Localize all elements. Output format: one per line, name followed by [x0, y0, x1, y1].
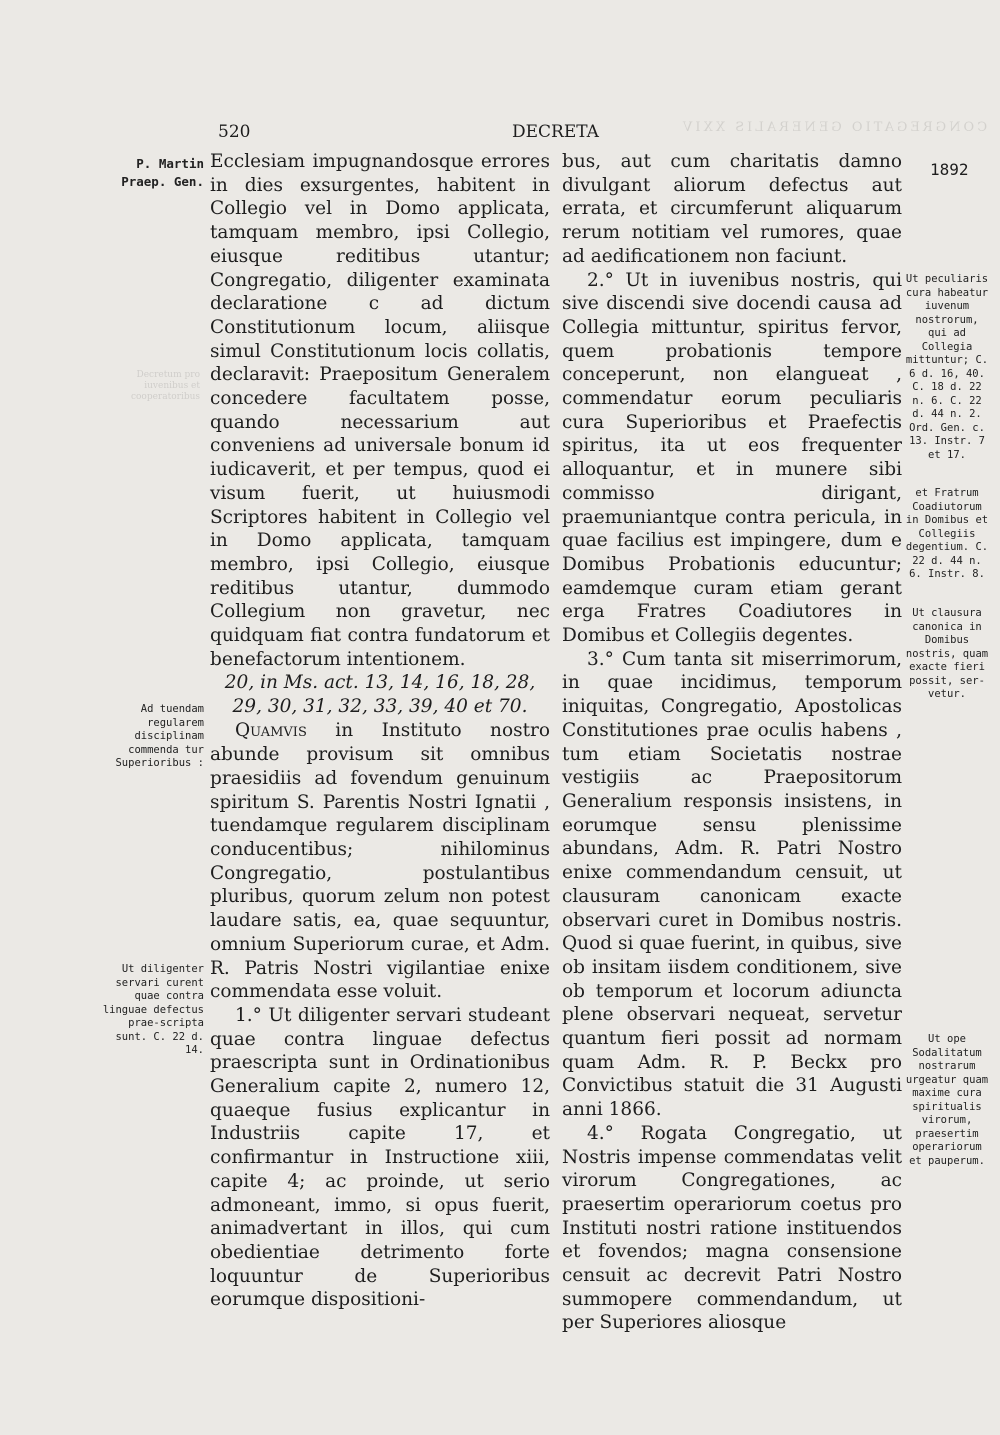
margin-note-sodalities: Ut ope Sodalitatum nostrarum urgeatur quam maxime cura spiritualis virorum, praesertim operariorum et pauperum.	[905, 1033, 989, 1167]
margin-year: 1892	[930, 160, 969, 179]
bleed-through-notes: Decretum pro iuvenibus et cooperatoribus	[130, 370, 200, 402]
text-column-right	[562, 150, 902, 1335]
initial-word: Quamvis	[235, 720, 307, 742]
page-number: 520	[218, 122, 251, 142]
running-title: DECRETA	[512, 122, 599, 142]
text-column-left	[210, 150, 550, 1312]
paragraph: 1.° Ut diligenter servari studeant quae contra linguae defectus praescripta sunt in Ordinationibus Generalium capite 2, numero 12, quaeque fusius explicantur in Industriis capite 17, et confirmantur in Instructione xiii, capite 4; ac proinde, ut serio admoneant, immo, si opus fuerit, animadvertant in illos, qui cum obedientiae detrimento forte loquuntur de Superioribus eorumque dispositioni-	[210, 1004, 550, 1311]
decree-heading: 20, in Ms. act. 13, 14, 16, 18, 28, 29, 30, 31, 32, 33, 39, 40 et 70.	[224, 672, 536, 718]
paragraph	[210, 719, 550, 1003]
paragraph: 3.° Cum tanta sit miserrimorum, in quae incidimus, temporum iniquitas, Congregatio, Apostolicas Constitutiones prae oculis habens , tum etiam Societatis nostrae vestigiis ac Praepositorum Generalium responsis insistens, in eorumque sensu plenissime abundans, Adm. R. Patri Nostro enixe commendandum censuit, ut clausuram canonicam exacte observari curet in Domibus nostris. Quod si quae fuerint, in quibus, sive ob insitam iisdem conditionem, sive ob temporum et locorum adiuncta plene observari nequeat, servetur quantum fieri possit ad normam quam Adm. R. P. Beckx pro Convictibus statuit die 31 Augusti anni 1866.	[562, 648, 902, 1121]
margin-author: P. Martin Praep. Gen.	[121, 156, 204, 189]
margin-note-brothers: et Fratrum Coadiutorum in Domibus et Collegiis degentium. C. 22 d. 44 n. 6. Instr. 8.	[905, 487, 989, 580]
bleed-through-text: CONGREGATIO GENERALIS XXIV	[680, 120, 988, 135]
margin-note-discipline: Ad tuendam regularem disciplinam commenda tur Superioribus :	[115, 703, 204, 769]
paragraph: bus, aut cum charitatis damno divulgant aliorum defectus aut errata, et circumferunt aliquarum rerum notitiam vel rumores, quae ad aedificationem non faciunt.	[562, 151, 902, 267]
margin-note-youth: Ut peculiaris cura habeatur iuvenum nostrorum, qui ad Collegia mittuntur; C. 6 d. 16, 40. C. 18 d. 22 n. 6. C. 22 d. 44 n. 2. Ord. Gen. c. 13. Instr. 7 et 17.	[905, 273, 989, 461]
paragraph: 2.° Ut in iuvenibus nostris, qui sive discendi sive docendi causa ad Collegia mittuntur, spiritus fervor, quem probationis tempore conceperunt, non elangueat , commendatur eorum peculiaris cura Superioribus et Praefectis spiritus, ita ut eos frequenter alloquantur, et in munere sibi commisso dirigant, praemuniantque contra pericula, in quae facilius est impingere, dum e Domibus Probationis educuntur; eamdemque curam etiam gerant erga Fratres Coadiutores in Domibus et Collegiis degentes.	[562, 269, 902, 647]
margin-note-language: Ut diligenter servari curent quae contra linguae defectus prae-scripta sunt. C. 22 d. 14.	[102, 963, 204, 1056]
margin-note-enclosure: Ut clausura canonica in Domibus nostris, quam exacte fieri possit, ser-vetur.	[905, 607, 989, 700]
paragraph-text: in Instituto nostro abunde provisum sit omnibus praesidiis ad fovendum genuinum spiritum S. Parentis Nostri Ignatii , tuendamque regularem disciplinam conducentibus; nihilominus Congregatio, postulantibus pluribus, quorum zelum non potest laudare satis, ea, quae sequuntur, omnium Superiorum curae, et Adm. R. Patris Nostri vigilantiae enixe commendata esse voluit.	[210, 720, 550, 1003]
paragraph: 4.° Rogata Congregatio, ut Nostris impense commendatas velit virorum Congregationes, ac praesertim operariorum coetus pro Instituti nostri ratione instituendos et fovendos; magna consensione censuit ac decrevit Patri Nostro summopere commendandum, ut per Superiores aliosque	[562, 1122, 902, 1334]
paragraph: Ecclesiam impugnandosque errores in dies exsurgentes, habitent in Collegio vel in Domo applicata, tamquam membro, ipsi Collegio, eiusque reditibus utantur; Congregatio, diligenter examinata declaratione c ad dictum Constitutionum locum, aliisque simul Constitutionum locis collatis, declaravit: Praepositum Generalem concedere facultatem posse, quando necessarium aut conveniens ad universale bonum id iudicaverit, et per tempus, quod ei visum fuerit, ut huiusmodi Scriptores habitent in Collegio vel in Domo applicata, tamquam membro, ipsi Collegio, eiusque reditibus utantur, dummodo Collegium non gravetur, nec quidquam fiat contra fundatorum et benefactorum intentionem.	[210, 151, 550, 670]
